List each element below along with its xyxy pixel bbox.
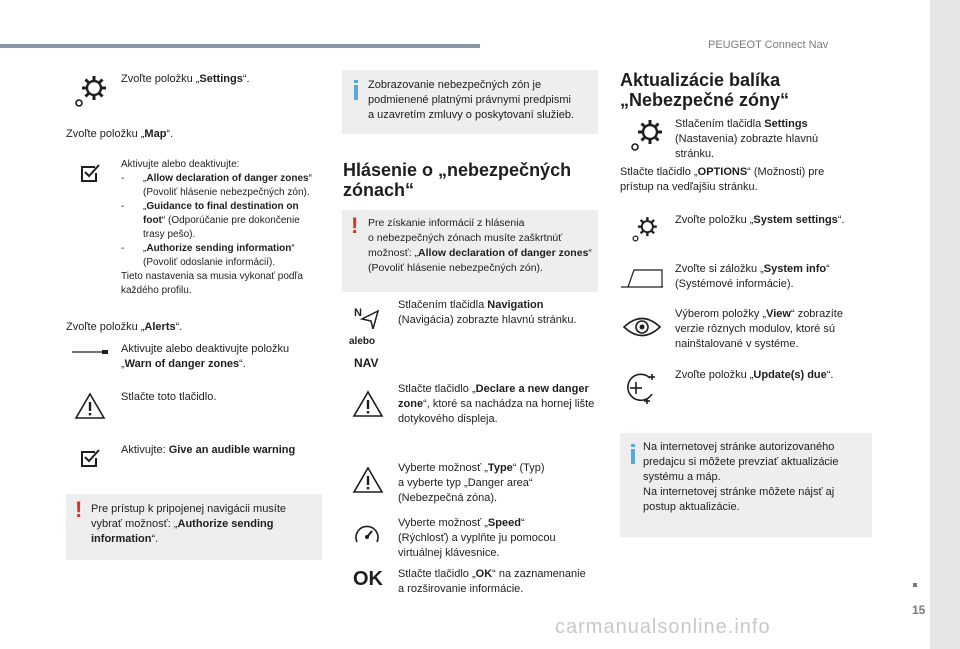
- note-authorize-text: Pre prístup k pripojenej navigácii musíte vybrať možnosť: „Authorize sending information“.: [91, 503, 287, 545]
- section-heading-updates: Aktualizácie balíka „Nebezpečné zóny“: [620, 70, 790, 110]
- step-press-ok: Stlačte tlačidlo „OK“ na zaznamenanie a rozširovanie informácie.: [398, 568, 586, 595]
- warning-exclamation-icon: !: [75, 497, 83, 522]
- note-website-text: Na internetovej stránke autorizovaného predajcu si môžete prevziať aktualizácie systému a máp. Na internetovej stránke môžete nájsť aj postup aktualizácie.: [643, 441, 839, 513]
- header-rule: [0, 44, 480, 48]
- ok-button-label: OK: [353, 568, 383, 590]
- update-icon: [622, 370, 660, 406]
- map-options-intro: Aktivujte alebo deaktivujte:: [121, 159, 240, 170]
- navigation-arrow-icon: [354, 305, 380, 329]
- note-declaration-text: Pre získanie informácií z hlásenia o nebezpečných zónach musíte zaškrtnúť možnosť: „Allow declaration of danger zones“ (Povoliť hlásenie nebezpečných zón).: [368, 217, 592, 274]
- step-select-type: Vyberte možnosť „Type“ (Typ) a vyberte typ „Danger area“ (Nebezpečná zóna).: [398, 462, 545, 504]
- toggle-line-icon: [72, 349, 108, 355]
- warning-triangle-icon: [352, 466, 384, 494]
- step-system-info: Zvoľte si záložku „System info“ (Systémové informácie).: [675, 263, 830, 290]
- warning-exclamation-icon: !: [351, 213, 359, 238]
- step-warn-danger: Aktivujte alebo deaktivujte položku „Warn of danger zones“.: [121, 343, 290, 370]
- step-navigation: Stlačením tlačidla Navigation (Navigácia) zobrazte hlavnú stránku.: [398, 299, 577, 326]
- info-icon: [353, 80, 358, 100]
- checkbox-checked-icon: [79, 448, 101, 468]
- step-select-settings: Zvoľte položku „Settings“.: [121, 73, 250, 85]
- step-view: Výberom položky „View“ zobrazíte verzie rôznych modulov, ktoré sú nainštalované v systéme.: [675, 308, 843, 350]
- tab-icon: [620, 268, 664, 288]
- step-press-options: Stlačte tlačidlo „OPTIONS“ (Možnosti) pre prístup na vedľajšiu stránku.: [620, 166, 825, 193]
- info-icon: [630, 444, 635, 464]
- settings-gear-icon: [72, 72, 110, 110]
- settings-gear-icon: [630, 214, 660, 244]
- section-heading-danger-zones: Hlásenie o „nebezpečných zónach“: [343, 160, 572, 200]
- settings-gear-icon: [628, 116, 666, 154]
- page-sidebar: [930, 0, 960, 649]
- page-number: 15: [912, 603, 926, 617]
- step-select-alerts: Zvoľte položku „Alerts“.: [66, 321, 183, 333]
- map-option-item: - „Authorize sending information“ (Povoliť odoslanie informácií).: [121, 243, 295, 268]
- map-options-list: [121, 158, 321, 298]
- step-select-speed: Vyberte možnosť „Speed“ (Rýchlosť) a vyplňte ju pomocou virtuálnej klávesnice.: [398, 517, 556, 559]
- step-select-map: Zvoľte položku „Map“.: [66, 128, 174, 140]
- watermark: carmanualsonline.info: [555, 616, 771, 638]
- svg-text:N: N: [354, 307, 362, 319]
- map-option-item: - „Allow declaration of danger zones“ (Povoliť hlásenie nebezpečných zón).: [121, 173, 312, 198]
- map-option-item: - „Guidance to final destination on foot“ (Odporúčanie pre dokončenie trasy pešo).: [121, 201, 300, 240]
- checkbox-checked-icon: [79, 163, 101, 183]
- page-marker: [913, 583, 917, 587]
- step-system-settings: Zvoľte položku „System settings“.: [675, 214, 845, 226]
- warning-triangle-icon: [74, 392, 106, 420]
- header-title: PEUGEOT Connect Nav: [708, 39, 829, 51]
- map-options-footer: Tieto nastavenia sa musia vykonať podľa každého profilu.: [121, 271, 303, 296]
- step-updates-due: Zvoľte položku „Update(s) due“.: [675, 369, 834, 381]
- step-press-button: Stlačte toto tlačidlo.: [121, 391, 217, 403]
- step-declare-danger-zone: Stlačte tlačidlo „Declare a new danger zone“, ktoré sa nachádza na hornej lište dotykového displeja.: [398, 383, 595, 425]
- nav-label: NAV: [354, 356, 379, 370]
- note-legal-text: Zobrazovanie nebezpečných zón je podmienené platnými právnymi predpismi a uzavretím zmluvy o poskytovaní služieb.: [368, 79, 575, 121]
- warning-triangle-icon: [352, 390, 384, 418]
- step-press-settings: Stlačením tlačidla Settings (Nastavenia) zobrazte hlavnú stránku.: [675, 118, 819, 160]
- eye-icon: [622, 314, 662, 340]
- step-audible-warning: Aktivujte: Give an audible warning: [121, 444, 296, 456]
- speedometer-icon: [352, 520, 382, 550]
- or-label: alebo: [349, 336, 376, 347]
